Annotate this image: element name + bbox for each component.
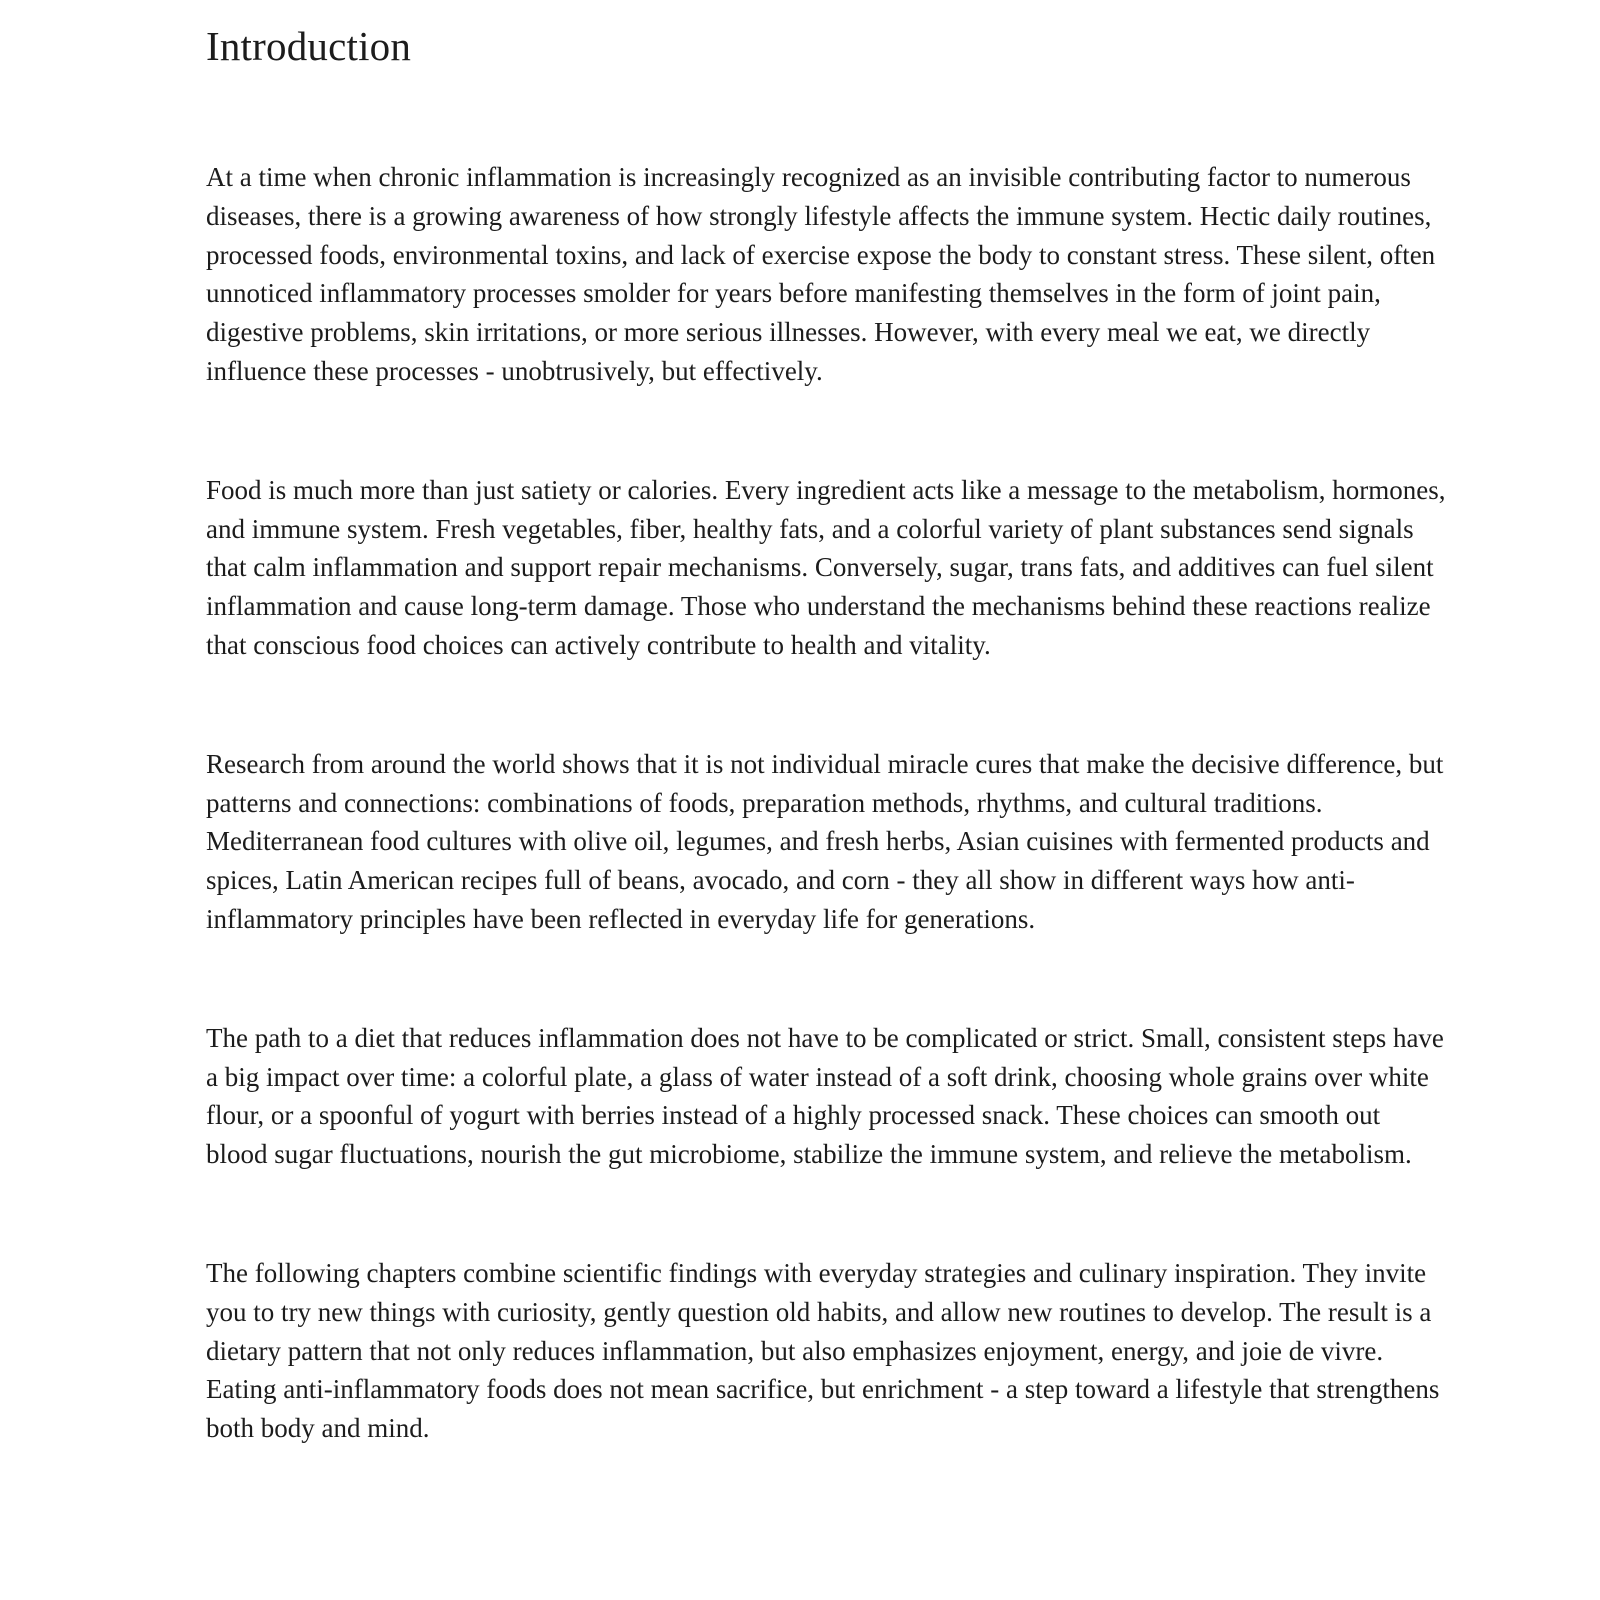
document-page [206,18,1446,1448]
chapter-title: Introduction [206,23,412,69]
chapter-body [206,158,1446,1448]
paragraph-3: Research from around the world shows that it is not individual miracle cures that make the decisive difference, but patterns and connections: combinations of foods, preparation methods, rhythms, and cultural traditions. Mediterranean food cultures with olive oil, legumes, and fresh herbs, Asian cuisines with fermented products and spices, Latin American recipes full of beans, avocado, and corn - they all show in different ways how anti-inflammatory principles have been reflected in everyday life for generations. [206,748,1444,934]
paragraph-4: The path to a diet that reduces inflammation does not have to be complicated or strict. Small, consistent steps have a big impact over time: a colorful plate, a glass of water instead of a soft drink, choosing whole grains over white flour, or a spoonful of yogurt with berries instead of a highly processed snack. These choices can smooth out blood sugar fluctuations, nourish the gut microbiome, stabilize the immune system, and relieve the metabolism. [206,1022,1444,1170]
paragraph-1: At a time when chronic inflammation is increasingly recognized as an invisible contributing factor to numerous diseases, there is a growing awareness of how strongly lifestyle affects the immune system. Hectic daily routines, processed foods, environmental toxins, and lack of exercise expose the body to constant stress. These silent, often unnoticed inflammatory processes smolder for years before manifesting themselves in the form of joint pain, digestive problems, skin irritations, or more serious illnesses. However, with every meal we eat, we directly influence these processes - unobtrusively, but effectively. [206,162,1436,386]
paragraph-2: Food is much more than just satiety or calories. Every ingredient acts like a message to the metabolism, hormones, and immune system. Fresh vegetables, fiber, healthy fats, and a colorful variety of plant substances send signals that calm inflammation and support repair mechanisms. Conversely, sugar, trans fats, and additives can fuel silent inflammation and cause long-term damage. Those who understand the mechanisms behind these reactions realize that conscious food choices can actively contribute to health and vitality. [206,474,1446,660]
paragraph-5: The following chapters combine scientific findings with everyday strategies and culinary inspiration. They invite you to try new things with curiosity, gently question old habits, and allow new routines to develop. The result is a dietary pattern that not only reduces inflammation, but also emphasizes enjoyment, energy, and joie de vivre. Eating anti-inflammatory foods does not mean sacrifice, but enrichment - a step toward a lifestyle that strengthens both body and mind. [206,1257,1440,1444]
